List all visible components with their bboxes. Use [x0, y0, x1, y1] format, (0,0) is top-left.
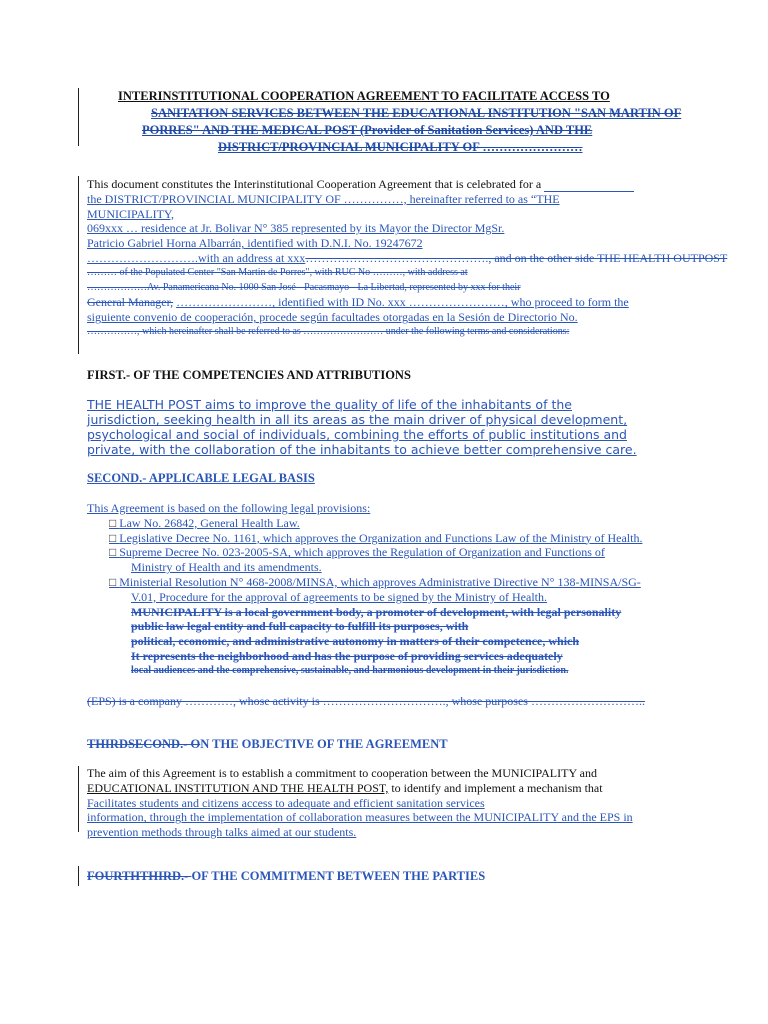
title-line: PORRES" AND THE MEDICAL POST (Provider of Sanitation Services) AND THE [142, 123, 593, 137]
section-heading-fourth: FOURTHTHIRD.- OF THE COMMITMENT BETWEEN THE PARTIES [87, 869, 486, 883]
intro-paragraph [87, 177, 727, 340]
legal-item-cont: V.01, Procedure for the approval of agreements to be signed by the Ministry of Health. [131, 589, 548, 604]
intro-line: 069xxx … residence at Jr. Bolivar N° 385 represented by its Mayor the Director MgSr. [87, 221, 505, 236]
intro-line: ………………Av. Panamericana No. 1000 San José - Pacasmayo - La Libertad, represented by xxx for their [87, 281, 521, 293]
first-paragraph [87, 397, 637, 457]
intro-line: ……… of the Populated Center "San Martin de Porres", with RUC No ………, with address at [87, 266, 468, 278]
second-paragraph [87, 501, 642, 679]
first-line: psychological and social of individuals, combining the efforts of public institutions and [87, 427, 627, 442]
municipality-deleted [87, 605, 642, 679]
title-line: INTERINSTITUTIONAL COOPERATION AGREEMENT TO FACILITATE ACCESS TO [118, 89, 610, 103]
deleted-line: It represents the neighborhood and has the purpose of providing services adequately [131, 648, 563, 663]
intro-line: siguiente convenio de cooperación, procede según facultades otorgadas en la Sesión de Directorio No. [87, 310, 578, 325]
intro-line: This document constitutes the Interinstitutional Cooperation Agreement that is celebrated for a [87, 177, 727, 192]
section-heading-first: FIRST.- OF THE COMPETENCIES AND ATTRIBUTIONS [87, 368, 411, 382]
intro-line: MUNICIPALITY, [87, 206, 175, 221]
third-line: The aim of this Agreement is to establish a commitment to cooperation between the MUNICIPALITY and [87, 766, 597, 780]
legal-item: □ Legislative Decree No. 1161, which approves the Organization and Functions Law of the Ministry of Health. [109, 531, 642, 546]
first-line: THE HEALTH POST aims to improve the quality of life of the inhabitants of the [87, 397, 572, 412]
legal-intro: This Agreement is based on the following legal provisions: [87, 501, 371, 515]
section-heading-second: SECOND.- APPLICABLE LEGAL BASIS [87, 471, 315, 485]
third-line: prevention methods through talks aimed at our students. [87, 825, 357, 840]
legal-item: □ Supreme Decree No. 023-2005-SA, which approves the Regulation of Organization and Functions of [109, 545, 642, 560]
intro-line: the DISTRICT/PROVINCIAL MUNICIPALITY OF ……………, hereinafter referred to as “THE [87, 191, 560, 206]
intro-line: ……………, which hereinafter shall be referred to as …………………… under the following terms and considerations: [87, 325, 570, 337]
revision-bar [78, 866, 79, 886]
document-title [118, 88, 718, 156]
first-line: private, with the collaboration of the inhabitants to achieve better comprehensive care. [87, 442, 637, 457]
title-line: DISTRICT/PROVINCIAL MUNICIPALITY OF …………………… [218, 140, 583, 154]
eps-line: (EPS) is a company …………, whose activity is …………………………., whose purposes ……………………….. [87, 694, 645, 708]
intro-line: General Manager, ……………………, identified with ID No. xxx ……………………, who proceed to form the [87, 295, 629, 310]
third-line: information, through the implementation of collaboration measures between the MUNICIPALITY and the EPS in [87, 810, 633, 825]
legal-item-cont: Ministry of Health and its amendments. [131, 560, 322, 575]
title-line: SANITATION SERVICES BETWEEN THE EDUCATIONAL INSTITUTION "SAN MARTIN OF [151, 106, 682, 120]
revision-bar [78, 88, 79, 146]
legal-list [87, 516, 642, 605]
legal-item: □ Ministerial Resolution N° 468-2008/MINSA, which approves Administrative Directive N° 138-MINSA/SG- [109, 575, 642, 590]
deleted-line: political, economic, and administrative autonomy in matters of their competence, which [131, 634, 580, 649]
revision-bar [78, 766, 79, 832]
third-line: EDUCATIONAL INSTITUTION AND THE HEALTH POST, to identify and implement a mechanism that [87, 780, 603, 795]
deleted-line: MUNICIPALITY is a local government body, a promoter of development, with legal personality [131, 604, 622, 619]
section-heading-third: THIRDSECOND.- ON THE OBJECTIVE OF THE AGREEMENT [87, 737, 448, 751]
deleted-line: public law legal entity and full capacity to fulfill its purposes, with [131, 619, 469, 634]
intro-line: ……………………….with an address at xxx………………………………………., and on the other side THE HEALTH OUTPOST [87, 250, 728, 265]
third-line: Facilitates students and citizens access to adequate and efficient sanitation services [87, 795, 485, 810]
legal-item: □ Law No. 26842, General Health Law. [109, 516, 642, 531]
revision-bar [78, 176, 79, 354]
intro-line: Patricio Gabriel Horna Albarrán, identified with D.N.I. No. 19247672 [87, 236, 423, 251]
deleted-line: local audiences and the comprehensive, sustainable, and harmonious development in their jurisdiction. [131, 664, 569, 676]
first-line: jurisdiction, seeking health in all its areas as the main driver of physical development, [87, 412, 628, 427]
third-paragraph [87, 766, 633, 840]
